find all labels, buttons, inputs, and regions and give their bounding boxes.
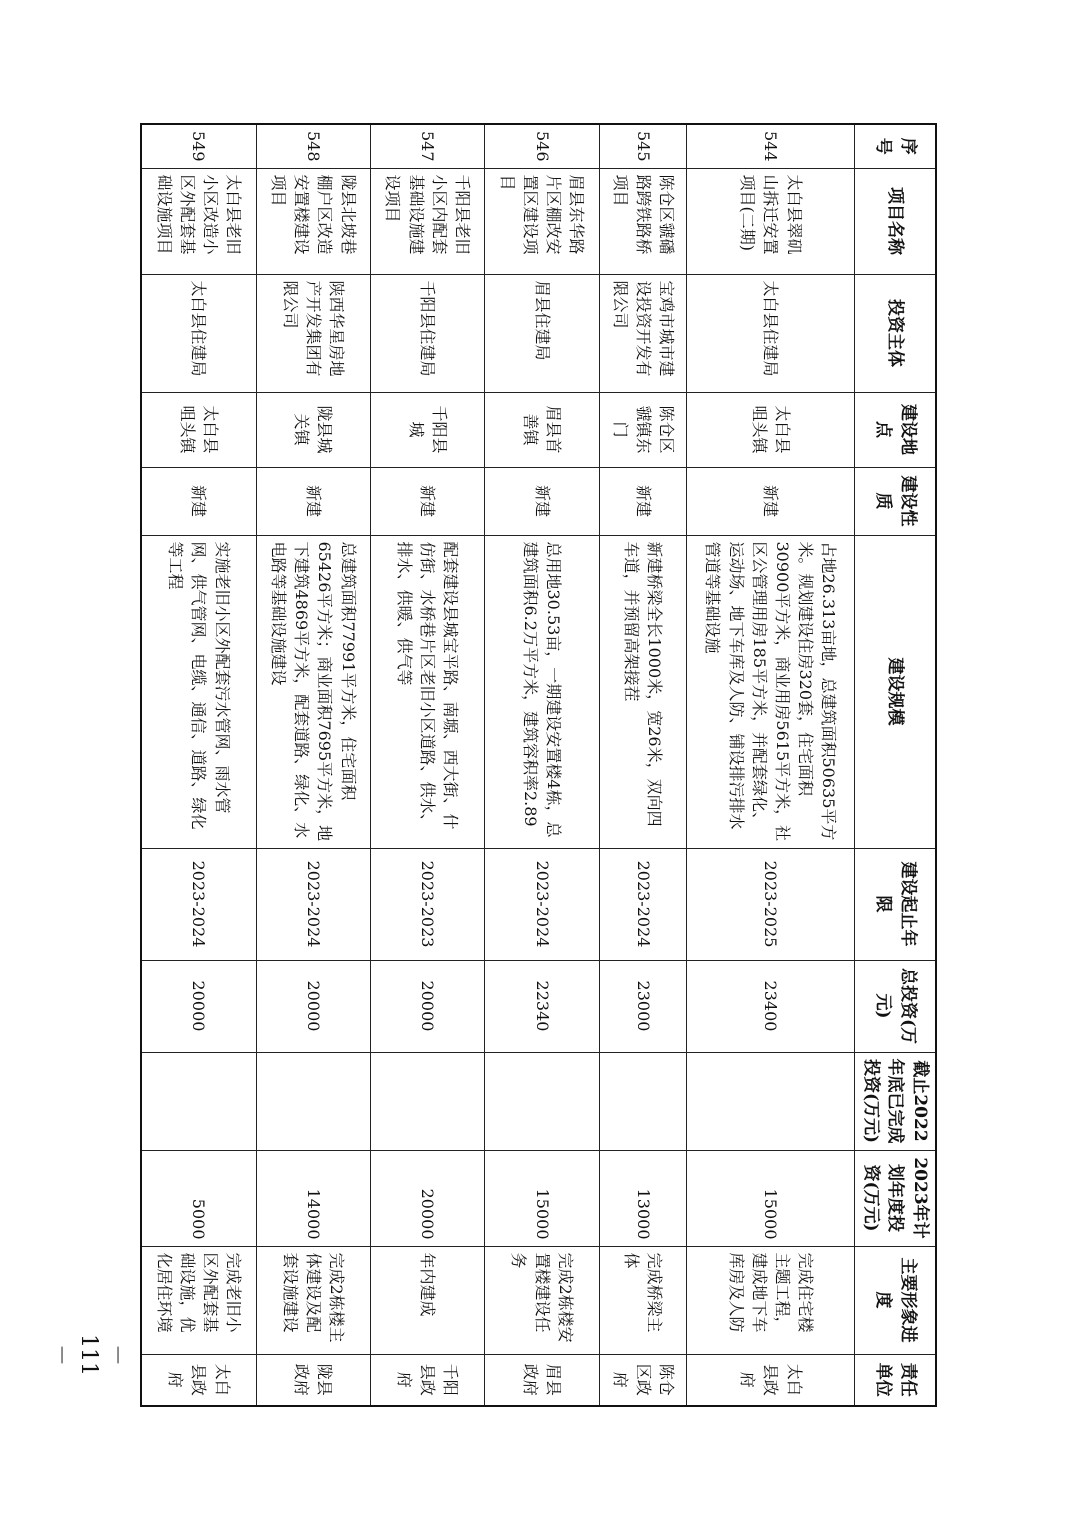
cell-seq: 545 — [599, 124, 687, 168]
cell-investor: 太白县住建局 — [141, 274, 256, 392]
cell-done — [599, 1052, 687, 1150]
table-row — [485, 124, 599, 1406]
cell-name: 陈仓区虢磻路跨铁路桥项目 — [599, 168, 687, 274]
cell-nature: 新建 — [687, 467, 855, 535]
cell-period: 2023-2024 — [599, 848, 687, 960]
cell-total: 23400 — [687, 960, 855, 1052]
cell-name: 千阳县老旧小区内配套基础设施建设项目 — [370, 168, 484, 274]
cell-scale: 实施老旧小区外配套污水管网、雨水管网、供气管网、电缆、通信、道路、绿化等工程 — [141, 535, 256, 848]
cell-seq: 544 — [687, 124, 855, 168]
cell-period: 2023-2024 — [485, 848, 599, 960]
table-row — [256, 124, 370, 1406]
cell-investor: 千阳县住建局 — [370, 274, 484, 392]
cell-name: 陇县北坡巷棚户区改造安置楼建设项目 — [256, 168, 370, 274]
cell-nature: 新建 — [256, 467, 370, 535]
cell-nature: 新建 — [485, 467, 599, 535]
project-table — [140, 123, 937, 1407]
header-plan: 2023年计划年度投资(万元) — [855, 1150, 936, 1246]
cell-name: 眉县东华路片区棚改安置区建设项目 — [485, 168, 599, 274]
header-investor: 投资主体 — [855, 274, 936, 392]
header-unit: 责任单位 — [855, 1354, 936, 1406]
cell-nature: 新建 — [370, 467, 484, 535]
cell-total: 22340 — [485, 960, 599, 1052]
header-location: 建设地点 — [855, 392, 936, 467]
cell-location: 陈仓区虢镇东门 — [599, 392, 687, 467]
cell-investor: 宝鸡市城市建设投资开发有限公司 — [599, 274, 687, 392]
cell-done — [256, 1052, 370, 1150]
cell-seq: 546 — [485, 124, 599, 168]
cell-period: 2023-2024 — [256, 848, 370, 960]
cell-progress: 完成老旧小区外配套基础设施，优化居住环境 — [141, 1246, 256, 1354]
header-progress: 主要形象进度 — [855, 1246, 936, 1354]
cell-progress: 完成住宅楼主题工程，建成地下车库房及人防 — [687, 1246, 855, 1354]
header-done: 截止2022年底已完成投资(万元) — [855, 1052, 936, 1150]
header-row — [855, 124, 936, 1406]
cell-location: 陇县城关镇 — [256, 392, 370, 467]
table-row — [141, 124, 256, 1406]
cell-done — [687, 1052, 855, 1150]
rotated-table-container — [140, 123, 937, 1405]
cell-name: 太白县老旧小区改造小区外配套基础设施项目 — [141, 168, 256, 274]
header-total: 总投资(万元) — [855, 960, 936, 1052]
cell-location: 太白县咀头镇 — [141, 392, 256, 467]
cell-unit: 陇县政府 — [256, 1354, 370, 1406]
header-name: 项目名称 — [855, 168, 936, 274]
cell-seq: 547 — [370, 124, 484, 168]
cell-nature: 新建 — [141, 467, 256, 535]
cell-seq: 548 — [256, 124, 370, 168]
cell-done — [485, 1052, 599, 1150]
table-row — [687, 124, 855, 1406]
cell-unit: 眉县政府 — [485, 1354, 599, 1406]
cell-scale: 新建桥梁全长1000米，宽26米，双向四车道，并预留高架接茬 — [599, 535, 687, 848]
cell-done — [141, 1052, 256, 1150]
cell-total: 20000 — [370, 960, 484, 1052]
header-seq: 序号 — [855, 124, 936, 168]
cell-investor: 眉县住建局 — [485, 274, 599, 392]
cell-unit: 太白县政府 — [687, 1354, 855, 1406]
table-row — [370, 124, 484, 1406]
cell-progress: 完成2栋楼安置楼建设任务 — [485, 1246, 599, 1354]
cell-plan: 14000 — [256, 1150, 370, 1246]
cell-plan: 15000 — [485, 1150, 599, 1246]
cell-total: 20000 — [141, 960, 256, 1052]
cell-period: 2023-2025 — [687, 848, 855, 960]
cell-total: 23000 — [599, 960, 687, 1052]
cell-location: 千阳县城 — [370, 392, 484, 467]
cell-progress: 完成2栋楼主体建设及配套设施建设 — [256, 1246, 370, 1354]
cell-nature: 新建 — [599, 467, 687, 535]
header-period: 建设起止年限 — [855, 848, 936, 960]
cell-plan: 13000 — [599, 1150, 687, 1246]
cell-period: 2023-2023 — [370, 848, 484, 960]
cell-progress: 完成桥梁主体 — [599, 1246, 687, 1354]
cell-location: 太白县咀头镇 — [687, 392, 855, 467]
cell-seq: 549 — [141, 124, 256, 168]
cell-plan: 15000 — [687, 1150, 855, 1246]
cell-investor: 陕西华星房地产开发集团有限公司 — [256, 274, 370, 392]
header-nature: 建设性质 — [855, 467, 936, 535]
cell-scale: 总建筑面积77991平方米，住宅面积65426平方米；商业面积7695平方米，地下建筑4869平方米，配套道路、绿化、水电路等基础设施建设 — [256, 535, 370, 848]
cell-period: 2023-2024 — [141, 848, 256, 960]
cell-location: 眉县首善镇 — [485, 392, 599, 467]
cell-unit: 太白县政府 — [141, 1354, 256, 1406]
cell-total: 20000 — [256, 960, 370, 1052]
table-row — [599, 124, 687, 1406]
cell-done — [370, 1052, 484, 1150]
cell-scale: 配套建设县城宝平路、南塬、西大街、什仿街、水桥巷片区老旧小区道路、供水、排水、供暖、供气等 — [370, 535, 484, 848]
cell-unit: 千阳县政府 — [370, 1354, 484, 1406]
cell-investor: 太白县住建局 — [687, 274, 855, 392]
cell-scale: 总用地30.53亩，一期建设安置楼4栋，总建筑面积6.2万平方米，建筑容积率2.89 — [485, 535, 599, 848]
header-scale: 建设规模 — [855, 535, 936, 848]
cell-name: 太白县翠矶山拆迁安置项目(二期) — [687, 168, 855, 274]
cell-unit: 陈仓区政府 — [599, 1354, 687, 1406]
cell-plan: 20000 — [370, 1150, 484, 1246]
page-number: － 111 － — [48, 1334, 129, 1376]
cell-progress: 年内建成 — [370, 1246, 484, 1354]
cell-plan: 5000 — [141, 1150, 256, 1246]
cell-scale: 占地26.313亩地，总建筑面积50635平方米。规划建设住房320套，住宅面积30900平方米，商业用房5615平方米，社区公管理用房185平方米，并配套绿化、运动场、地下车库及人防、铺设排污排水管道等基础设施 — [687, 535, 855, 848]
